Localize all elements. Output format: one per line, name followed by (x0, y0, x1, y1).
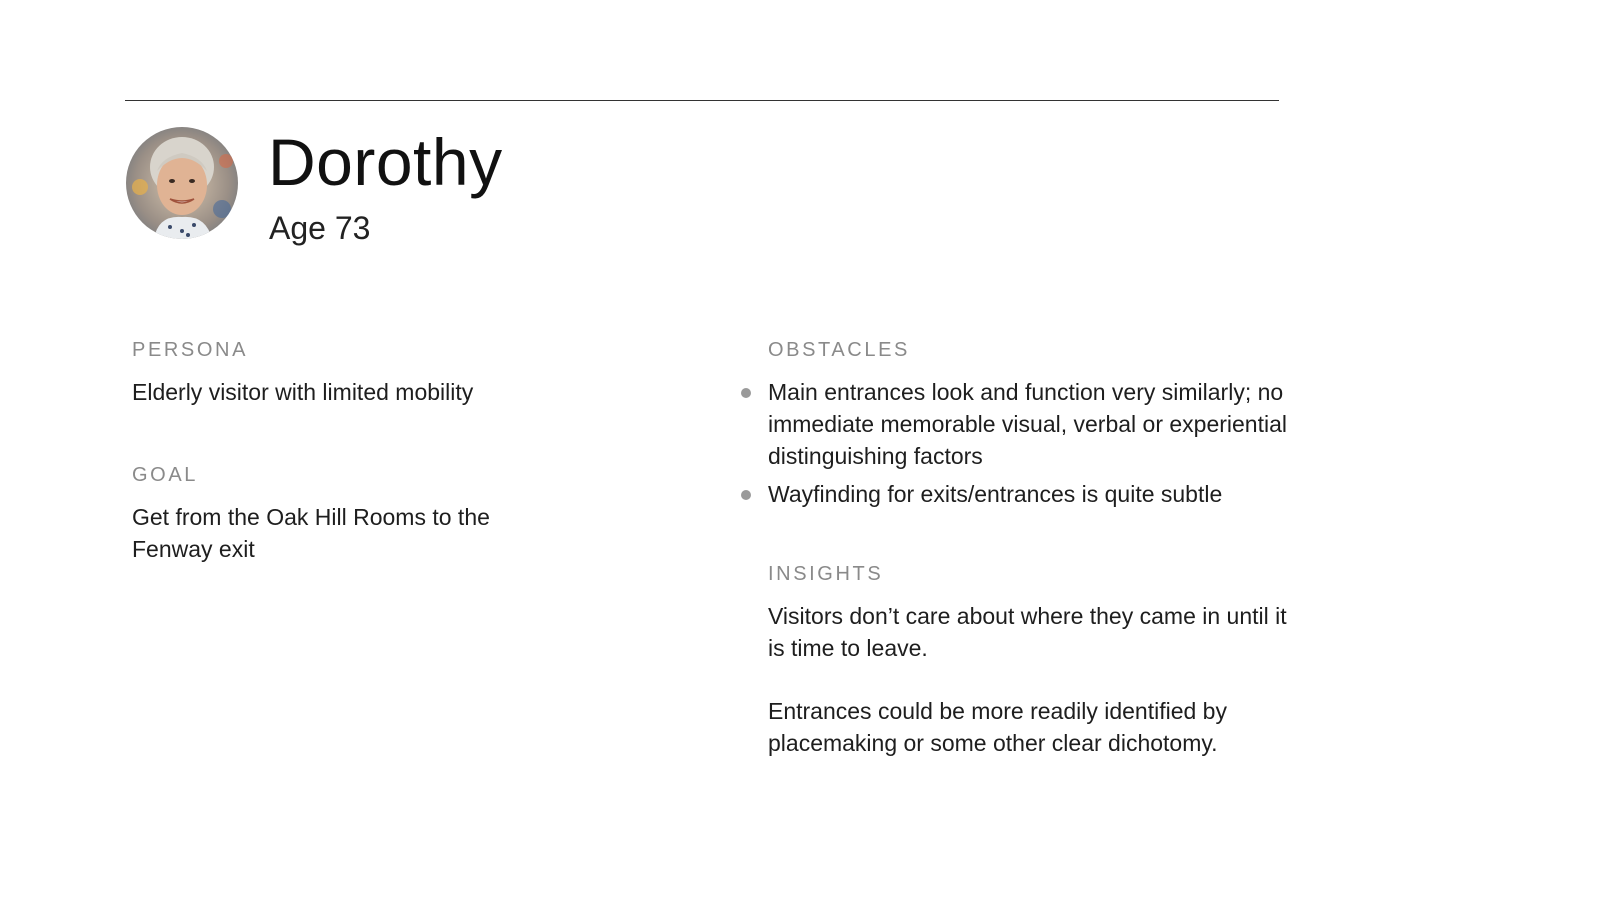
obstacles-list (768, 376, 1288, 516)
persona-description: Elderly visitor with limited mobility (132, 379, 474, 405)
insight-paragraph: Entrances could be more readily identified by placemaking or some other clear dichotomy. (768, 698, 1227, 756)
goal-heading: GOAL (132, 464, 198, 486)
person-photo-icon (126, 127, 238, 239)
header-divider (125, 100, 1279, 101)
bullet-icon (741, 490, 751, 500)
bullet-icon (741, 388, 751, 398)
insight-paragraph: Visitors don’t care about where they came in until it is time to leave. (768, 603, 1287, 661)
goal-description: Get from the Oak Hill Rooms to the Fenway exit (132, 504, 490, 562)
obstacle-text: Wayfinding for exits/entrances is quite subtle (768, 481, 1223, 507)
persona-heading: PERSONA (132, 339, 249, 361)
persona-name: Dorothy (268, 125, 503, 199)
obstacles-heading: OBSTACLES (768, 339, 910, 361)
insights-heading: INSIGHTS (768, 563, 884, 585)
persona-age: Age 73 (269, 210, 371, 246)
list-item (768, 478, 1288, 510)
obstacle-text: Main entrances look and function very similarly; no immediate memorable visual, verbal or experiential distinguishing factors (768, 379, 1288, 469)
list-item (768, 376, 1288, 472)
avatar (126, 127, 238, 239)
